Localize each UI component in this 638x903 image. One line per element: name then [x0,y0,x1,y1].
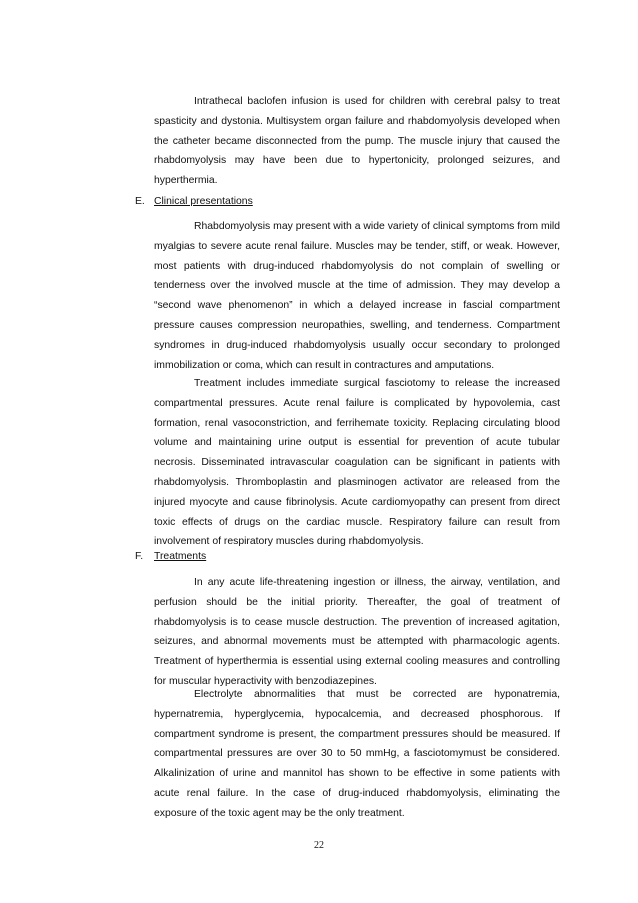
paragraph-clinical-1: Rhabdomyolysis may present with a wide variety of clinical symptoms from mild myalgias to severe acute renal failure. Muscles may be tender, stiff, or weak. However, most patients with drug-induced rhabdomyolysis do not complain of swelling or tenderness over the involved muscle at the time of admission. They may develop a “second wave phenomenon” in which a delayed increase in fascial compartment pressure causes compression neuropathies, swelling, and tenderness. Compartment syndromes in drug-induced rhabdomyolysis usually occur secondary to prolonged immobilization or coma, which can result in contractures and amputations. [154,221,560,371]
paragraph-intro: Intrathecal baclofen infusion is used for children with cerebral palsy to treat spasticity and dystonia. Multisystem organ failure and rhabdomyolysis developed when the catheter became disconnected from the pump. The muscle injury that caused the rhabdomyolysis may have been due to hypertonicity, prolonged seizures, and hyperthermia. [154,96,560,187]
paragraph-treatments-1: In any acute life-threatening ingestion or illness, the airway, ventilation, and perfusion should be the initial priority. Thereafter, the goal of treatment of rhabdomyolysis is to cease muscle destruction. The prevention of increased agitation, seizures, and abnormal movements must be attempted with pharmacologic agents. Treatment of hyperthermia is essential using external cooling measures and controlling for muscular hyperactivity with benzodiazepines. [154,577,560,687]
page-number: 22 [314,840,324,851]
section-title: Treatments [154,551,207,562]
paragraph-treatments-2: Electrolyte abnormalities that must be corrected are hyponatremia, hypernatremia, hyperglycemia, hypocalcemia, and decreased phosphorous. If compartment syndrome is present, the compartment pressures should be measured. If compartmental pressures are over 30 to 50 mmHg, a fasciotomymust be considered. Alkalinization of urine and mannitol has shown to be effective in some patients with acute renal failure. In the case of drug-induced rhabdomyolysis, eliminating the exposure of the toxic agent may be the only treatment. [154,689,560,819]
section-title: Clinical presentations [154,196,253,207]
section-letter: F. [135,551,144,562]
section-heading-treatments [135,547,206,567]
section-heading-clinical [135,192,253,212]
section-letter: E. [135,196,145,207]
paragraph-clinical-2: Treatment includes immediate surgical fasciotomy to release the increased compartmental pressures. Acute renal failure is complicated by hypovolemia, cast formation, renal vasoconstriction, and ferrihemate toxicity. Replacing circulating blood volume and maintaining urine output is essential for prevention of acute tubular necrosis. Disseminated intravascular coagulation can be significant in patients with rhabdomyolysis. Thromboplastin and plasminogen activator are released from the injured myocyte and cause fibrinolysis. Acute cardiomyopathy can present from direct toxic effects of drugs on the cardiac muscle. Respiratory failure can result from involvement of respiratory muscles during rhabdomyolysis. [154,378,560,548]
